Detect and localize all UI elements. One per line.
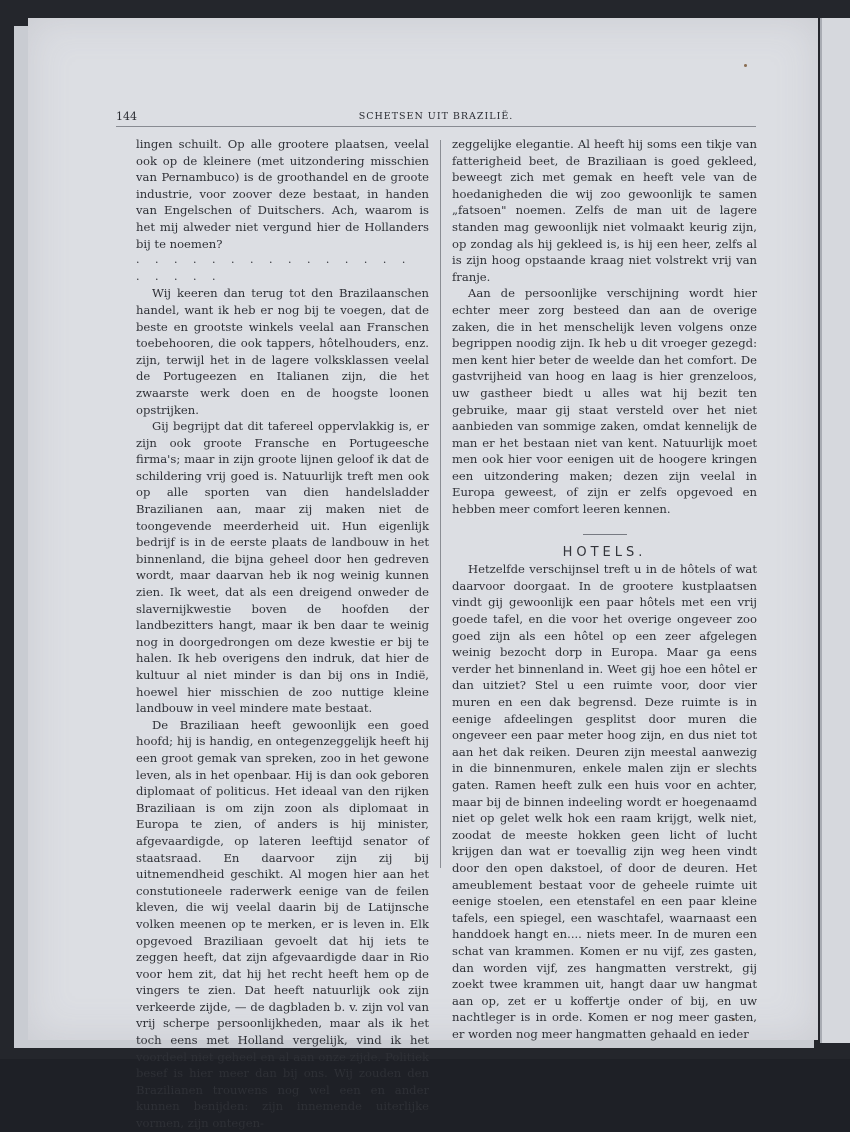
- left-column: [136, 136, 429, 1132]
- paragraph: lingen schuilt. Op alle grootere plaatsen, veelal ook op de kleinere (met uitzondering misschien van Pernambuco) is de groothandel en de groote industrie, voor zoover deze bestaat, in handen van Engelschen of Duitschers. Ach, waarom is het mij alweder niet vergund hier de Hollanders bij te noemen?: [136, 137, 429, 251]
- paragraph: De Braziliaan heeft gewoonlijk een goed hoofd; hij is handig, en ontegenzeggelijk heeft hij een groot gemak van spreken, zoo in het gewone leven, als in het openbaar. Hij is dan ook geboren diplomaat of politicus. Het ideaal van den rijken Braziliaan is om zijn zoon als diplomaat in Europa te zien, of anders is hij minister, afgevaardigde, op lateren leeftijd senator of staatsraad. En daarvoor zijn zij bij uitnemendheid geschikt. Al mogen hier aan het constutioneele raderwerk eenige van de feilen kleven, die wij veelal daarin bij de Latijnsche volken meenen op te merken, er is leven in. Elk opgevoed Braziliaan gevoelt dat hij iets te zeggen heeft, dat zijn afgevaardigde daar in Rio voor hem zit, dat hij het recht heeft hem op de vingers te zien. Dat heeft natuurlijk ook zijn verkeerde zijde, — de dagbladen b. v. zijn vol van vrij scherpe persoonlijkheden, maar als ik het toch eens met Holland vergelijk, vind ik het voordeel niet geheel en al aan onze zijde. Politiek besef is hier meer dan bij ons. Wij zouden den Brazilianen trouwens nog wel een en ander kunnen benijden: zijn innemende uiterlijke vormen, zijn ontegen-: [136, 717, 429, 1131]
- paragraph: Wij keeren dan terug tot den Brazilaanschen handel, want ik heb er nog bij te voegen, dat de beste en grootste winkels veelal aan Franschen toebehooren, die ook tappers, hôtelhouders, enz. zijn, terwijl het in de lagere volksklassen veelal de Portugeezen en Italianen zijn, die het zwaarste werk doen en de hoogste loonen opstrijken.: [136, 286, 429, 417]
- section-dots: . . . . . . . . . . . . . . . . . . . .: [136, 253, 412, 283]
- running-title: SCHETSEN UIT BRAZILIË.: [358, 111, 514, 122]
- column-divider: [440, 140, 441, 868]
- paragraph: Hetzelfde verschijnsel treft u in de hôtels of wat daarvoor doorgaat. In de grootere kustplaatsen vindt gij gewoonlijk een paar hôtels met een vrij goede tafel, en die voor het overige ongeveer zoo goed zijn als een hôtel op een zeer afgelegen weinig bezocht dorp in Europa. Maar ga eens verder het binnenland in. Weet gij hoe een hôtel er dan uitziet? Stel u een ruimte voor, door vier muren en een dak begrensd. Deze ruimte is in eenige afdeelingen gesplitst door muren die ongeveer een paar meter hoog zijn, en dus niet tot aan het dak reiken. Deuren zijn meestal aanwezig in die binnenmuren, enkele malen zijn er slechts gaten. Ramen heeft zulk een huis voor en achter, maar bij de binnen indeeling wordt er hoegenaamd niet op gelet welk hok een raam krijgt, welk niet, zoodat de meeste hokken geen licht of lucht krijgen dan wat er toevallig zijn weg heen vindt door den open dakstoel, of door de deuren. Het ameublement bestaat voor de geheele ruimte uit eenige stoelen, een etenstafel en een paar kleine tafels, een spiegel, een waschtafel, waarnaast een handdoek hangt en.... niets meer. In de muren een schat van krammen. Komen er nu vijf, zes gasten, dan worden vijf, zes hangmatten verstrekt, gij zoekt twee krammen uit, hangt daar uw hangmat aan op, zet er u koffertje onder of bij, en uw nachtleger is in orde. Komen er nog meer gasten, er worden nog meer hangmatten gehaald en ieder: [452, 562, 757, 1041]
- page-number: 144: [116, 110, 137, 123]
- paper-spot: [744, 64, 747, 67]
- paragraph: Gij begrijpt dat dit tafereel oppervlakkig is, er zijn ook groote Fransche en Portugeesche firma's; maar in zijn groote lijnen geloof ik dat de schildering vrij goed is. Natuurlijk treft men ook op alle sporten van dien handelsladder Brazilianen aan, maar zij maken niet de toongevende meerderheid uit. Hun eigenlijk bedrijf is in de eerste plaats de landbouw in het binnenland, die bijna geheel door hen gedreven wordt, maar daarvan heb ik nog weinig kunnen zien. Ik weet, dat als een dreigend onweder de slavernijkwestie boven de hoofden der landbezitters hangt, maar ik ben daar te weinig nog in doorgedrongen om deze kwestie er bij te halen. Ik heb overigens den indruk, dat hier de kultuur al niet minder is dan bij ons in Indië, hoewel hier misschien de zoo nuttige kleine landbouw in veel mindere mate bestaat.: [136, 419, 429, 716]
- section-rule: [583, 534, 627, 535]
- paragraph: Aan de persoonlijke verschijning wordt hier echter meer zorg besteed dan aan de overige zaken, die in het menschelijk leven volgens onze begrippen noodig zijn. Ik heb u dit vroeger gezegd: men kent hier beter de weelde dan het comfort. De gastvrijheid van hoog en laag is hier grenzeloos, uw gastheer biedt u alles wat hij bezit ten gebruike, maar gij staat versteld over het niet aanbieden van sommige zaken, omdat kennelijk de man er het bestaan niet van kent. Natuurlijk moet men ook hier voor eenigen uit de hoogere kringen een uitzondering maken; dezen zijn veelal in Europa geweest, of zijn er zelfs opgevoed en hebben meer comfort leeren kennen.: [452, 286, 757, 517]
- running-header: [116, 110, 756, 127]
- section-heading: HOTELS.: [562, 544, 647, 560]
- adjacent-page-edge: [820, 18, 850, 1043]
- right-column: [452, 136, 757, 1042]
- paragraph: zeggelijke elegantie. Al heeft hij soms een tikje van fatterigheid beet, de Braziliaan is goed gekleed, beweegt zich met gemak en heeft vele van de hoedanigheden die wij zoo gewoonlijk te samen „fatsoen" noemen. Zelfs de man uit de lagere standen mag gewoonlijk niet volmaakt keurig zijn, op zondag als hij gekleed is, is hij een heer, zelfs al is zijn hoog opstaande kraag niet volstrekt vrij van franje.: [452, 137, 757, 284]
